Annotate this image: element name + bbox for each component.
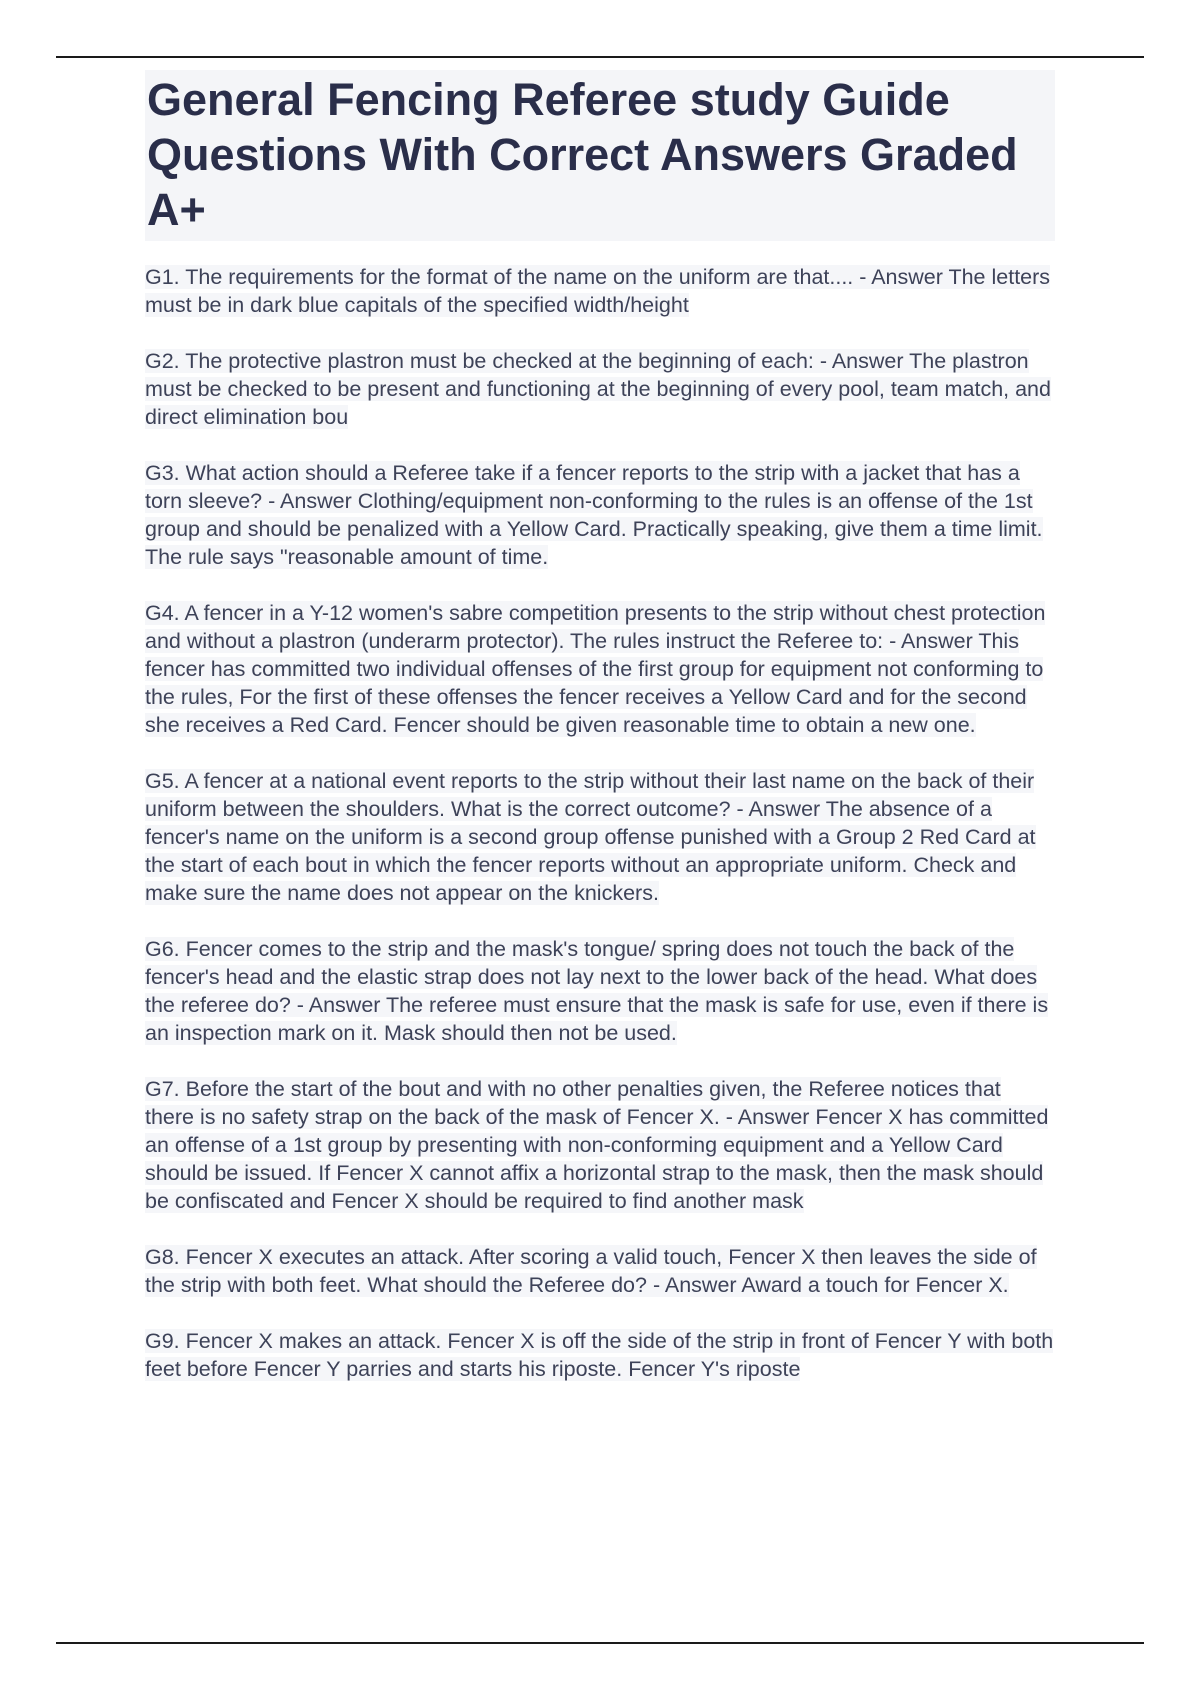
question-text: G3. What action should a Referee take if a fencer reports to the strip with a jacket that has a torn sleeve? - Answer Clothing/equipment non-conforming to the rules is an offense of the 1st group and should be penalized with a Yellow Card. Practically speaking, give them a time limit. The rule says "reasonable amount of time.: [145, 461, 1043, 569]
question-text: G4. A fencer in a Y-12 women's sabre competition presents to the strip without chest protection and without a plastron (underarm protector). The rules instruct the Referee to: - Answer This fencer has committed two individual offenses of the first group for equipment not conforming to the rules, For the first of these offenses the fencer receives a Yellow Card and for the second she receives a Red Card. Fencer should be given reasonable time to obtain a new one.: [145, 601, 1046, 737]
question-text: G5. A fencer at a national event reports to the strip without their last name on the back of their uniform between the shoulders. What is the correct outcome? - Answer The absence of a fencer's name on the uniform is a second group offense punished with a Group 2 Red Card at the start of each bout in which the fencer reports without an appropriate uniform. Check and make sure the name does not appear on the knickers.: [145, 769, 1036, 905]
question-g8: [145, 1243, 1055, 1299]
question-g6: [145, 935, 1055, 1047]
top-divider: [56, 56, 1144, 58]
document-title: General Fencing Referee study Guide Questions With Correct Answers Graded A+: [147, 74, 1018, 235]
title-block: [145, 70, 1055, 241]
question-text: G8. Fencer X executes an attack. After scoring a valid touch, Fencer X then leaves the side of the strip with both feet. What should the Referee do? - Answer Award a touch for Fencer X.: [145, 1245, 1037, 1297]
question-g2: [145, 347, 1055, 431]
question-g3: [145, 459, 1055, 571]
question-g9: [145, 1327, 1055, 1383]
question-text: G7. Before the start of the bout and with no other penalties given, the Referee notices that there is no safety strap on the back of the mask of Fencer X. - Answer Fencer X has committed an offense of a 1st group by presenting with non-conforming equipment and a Yellow Card should be issued. If Fencer X cannot affix a horizontal strap to the mask, then the mask should be confiscated and Fencer X should be required to find another mask: [145, 1077, 1049, 1213]
question-text: G6. Fencer comes to the strip and the mask's tongue/ spring does not touch the back of the fencer's head and the elastic strap does not lay next to the lower back of the head. What does the referee do? - Answer The referee must ensure that the mask is safe for use, even if there is an inspection mark on it. Mask should then not be used.: [145, 937, 1049, 1045]
question-g4: [145, 599, 1055, 739]
document-body: [145, 70, 1055, 1411]
question-text: G2. The protective plastron must be checked at the beginning of each: - Answer The plastron must be checked to be present and functioning at the beginning of every pool, team match, and direct elimination bou: [145, 349, 1051, 429]
bottom-divider: [56, 1642, 1144, 1644]
question-text: G9. Fencer X makes an attack. Fencer X is off the side of the strip in front of Fencer Y with both feet before Fencer Y parries and starts his riposte. Fencer Y's riposte: [145, 1329, 1054, 1381]
question-g1: [145, 263, 1055, 319]
question-text: G1. The requirements for the format of the name on the uniform are that.... - Answer The letters must be in dark blue capitals of the specified width/height: [145, 265, 1051, 317]
question-g7: [145, 1075, 1055, 1215]
question-g5: [145, 767, 1055, 907]
